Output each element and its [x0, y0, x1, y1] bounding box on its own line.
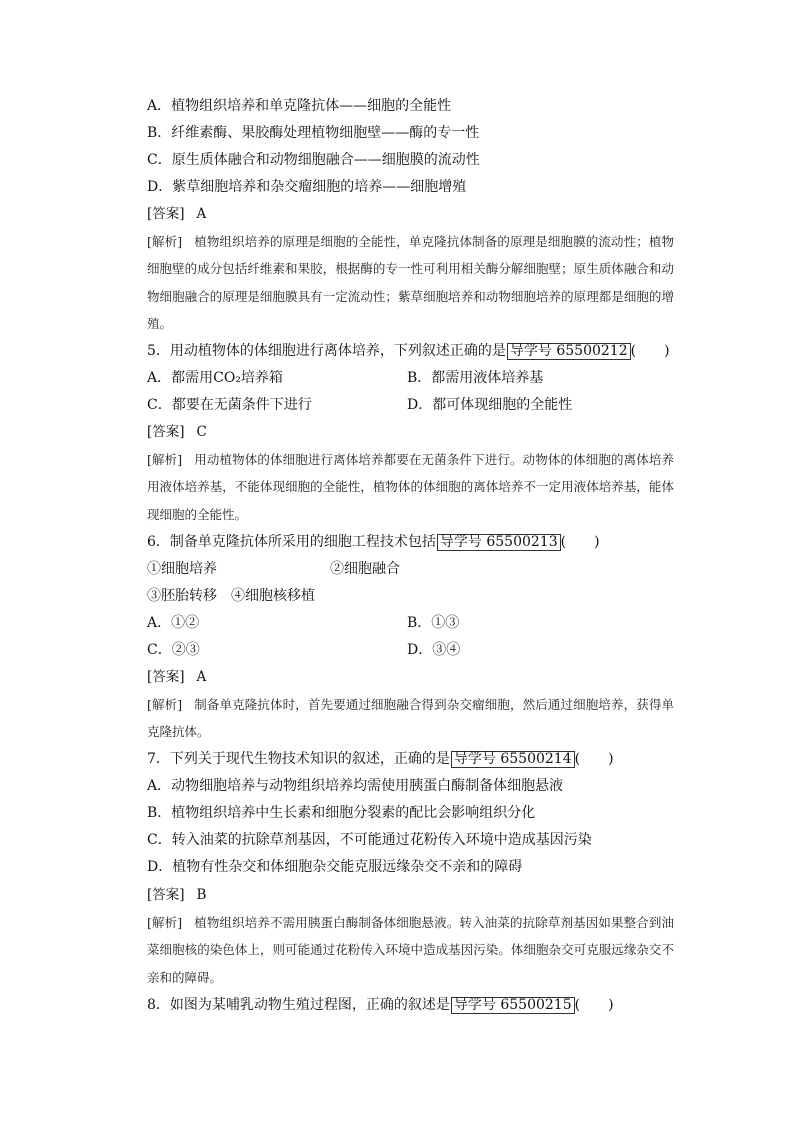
q6-options-row1 — [147, 614, 674, 632]
q7-analysis — [147, 909, 674, 991]
answer-value: B — [196, 887, 207, 903]
q5-option-b: B．都需用液体培养基 — [407, 370, 544, 386]
q5-stem — [147, 342, 670, 360]
q7-option-d: D．植物有性杂交和体细胞杂交能克服远缘杂交不亲和的障碍 — [147, 859, 523, 875]
answer-paren: ( ) — [560, 534, 600, 550]
answer-paren: ( ) — [630, 343, 670, 359]
q7-stem — [147, 750, 614, 768]
analysis-text: 植物组织培养不需用胰蛋白酶制备体细胞悬液。转入油菜的抗除草剂基因如果整合到油菜细胞核的染色体上，则可能通过花粉传入环境中造成基因污染。体细胞杂交可克服远缘杂交不亲和的障碍。 — [147, 915, 674, 985]
q7-option-b: B．植物组织培养中生长素和细胞分裂素的配比会影响组织分化 — [147, 805, 536, 821]
q6-option-d: D．③④ — [407, 642, 461, 658]
q4-option-a: A．植物组织培养和单克隆抗体——细胞的全能性 — [147, 98, 452, 114]
q6-option-b: B．①③ — [407, 615, 460, 631]
q5-option-c: C．都要在无菌条件下进行 — [147, 397, 312, 413]
q6-items-row1 — [147, 560, 674, 578]
answer-paren: ( ) — [574, 997, 614, 1013]
q7-answer — [147, 886, 206, 904]
analysis-tag: [解析] — [147, 697, 183, 712]
q4-option-d: D．紫草细胞培养和杂交瘤细胞的培养——细胞增殖 — [147, 179, 467, 195]
q8-stem-text: 8．如图为某哺乳动物生殖过程图，正确的叙述是 — [147, 997, 450, 1013]
q4-answer — [147, 205, 206, 223]
answer-tag: [答案] — [147, 887, 185, 903]
analysis-text: 用动植物体的体细胞进行离体培养都要在无菌条件下进行。动物体的体细胞的离体培养用液体培养基，不能体现细胞的全能性，植物体的体细胞的离体培养不一定用液体培养基，能体现细胞的全能性。 — [147, 452, 674, 522]
q5-options-row2 — [147, 396, 674, 414]
q6-answer — [147, 668, 206, 686]
q5-options-row1 — [147, 369, 674, 387]
analysis-tag: [解析] — [147, 234, 183, 249]
q7-stem-text: 7．下列关于现代生物技术知识的叙述，正确的是 — [147, 751, 450, 767]
guide-code: 导学号 65500212 — [507, 343, 631, 360]
answer-value: A — [196, 206, 207, 222]
analysis-tag: [解析] — [147, 915, 183, 930]
analysis-tag: [解析] — [147, 452, 183, 467]
q4-analysis — [147, 228, 674, 337]
q4-option-b: B．纤维素酶、果胶酶处理植物细胞壁——酶的专一性 — [147, 125, 480, 141]
q5-analysis — [147, 446, 674, 528]
guide-code: 导学号 65500215 — [451, 997, 575, 1014]
q7-option-c: C．转入油菜的抗除草剂基因，不可能通过花粉传入环境中造成基因污染 — [147, 832, 592, 848]
q8-stem — [147, 996, 614, 1014]
q5-option-d: D．都可体现细胞的全能性 — [407, 397, 573, 413]
q6-item-1: ①细胞培养 — [147, 561, 217, 577]
answer-value: C — [196, 424, 207, 440]
q6-options-row2 — [147, 641, 674, 659]
answer-tag: [答案] — [147, 424, 185, 440]
q6-option-c: C．②③ — [147, 642, 200, 658]
q6-option-a: A．①② — [147, 615, 200, 631]
q6-item-2: ②细胞融合 — [330, 561, 400, 577]
q5-stem-text: 5．用动植物体的体细胞进行离体培养，下列叙述正确的是 — [147, 343, 506, 359]
answer-paren: ( ) — [574, 751, 614, 767]
guide-code: 导学号 65500213 — [437, 534, 561, 551]
analysis-text: 制备单克隆抗体时，首先要通过细胞融合得到杂交瘤细胞，然后通过细胞培养，获得单克隆抗体。 — [147, 697, 674, 740]
q6-stem-text: 6．制备单克隆抗体所采用的细胞工程技术包括 — [147, 534, 436, 550]
q7-option-a: A．动物细胞培养与动物组织培养均需使用胰蛋白酶制备体细胞悬液 — [147, 778, 564, 794]
q5-answer — [147, 423, 207, 441]
answer-tag: [答案] — [147, 669, 185, 685]
q6-stem — [147, 533, 600, 551]
answer-value: A — [196, 669, 207, 685]
q4-option-c: C．原生质体融合和动物细胞融合——细胞膜的流动性 — [147, 152, 480, 168]
q6-analysis — [147, 691, 674, 746]
analysis-text: 植物组织培养的原理是细胞的全能性，单克隆抗体制备的原理是细胞膜的流动性；植物细胞壁的成分包括纤维素和果胶，根据酶的专一性可利用相关酶分解细胞壁；原生质体融合和动物细胞融合的原理是细胞膜具有一定流动性；紫草细胞培养和动物细胞培养的原理都是细胞的增殖。 — [147, 234, 674, 331]
answer-tag: [答案] — [147, 206, 185, 222]
guide-code: 导学号 65500214 — [451, 751, 575, 768]
q5-option-a: A．都需用CO₂培养箱 — [147, 370, 283, 386]
q6-items-row2: ③胚胎转移 ④细胞核移植 — [147, 588, 315, 604]
